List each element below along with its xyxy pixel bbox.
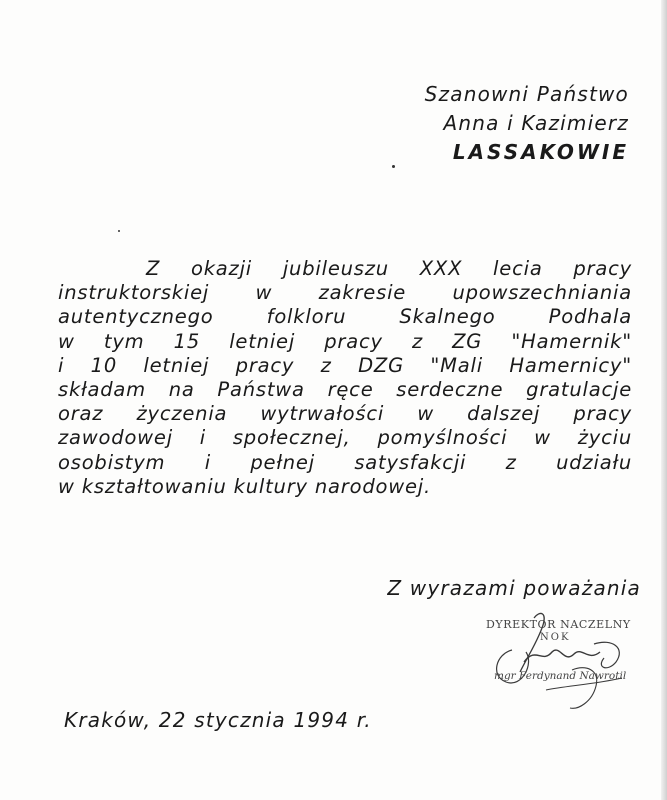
addressee-surname: LASSAKOWIE xyxy=(452,140,629,164)
addressee-block xyxy=(425,80,629,167)
body-line: w kształtowaniu kultury narodowej. xyxy=(58,474,431,498)
stamp-title: DYREKTOR NACZELNY xyxy=(486,618,631,631)
body-line: instruktorskiej w zakresie upowszechniania xyxy=(58,281,632,305)
letter-body xyxy=(58,257,632,499)
date-line: Kraków, 22 stycznia 1994 r. xyxy=(64,708,372,732)
closing-phrase: Z wyrazami poważania xyxy=(387,576,641,600)
body-line: Z okazji jubileuszu XXX lecia pracy xyxy=(146,257,632,280)
body-line: zawodowej i społecznej, pomyślności w życiu xyxy=(58,426,632,450)
addressee-names: Anna i Kazimierz xyxy=(443,111,629,135)
body-line: i 10 letniej pracy z DZG "Mali Hamernicy" xyxy=(58,353,632,377)
body-line: oraz życzenia wytrwałości w dalszej pracy xyxy=(58,402,632,426)
director-stamp xyxy=(476,606,646,716)
body-line: w tym 15 letniej pracy z ZG "Hamernik" xyxy=(58,329,632,353)
scan-speck xyxy=(118,230,120,232)
body-line: składam na Państwa ręce serdeczne gratulacje xyxy=(58,377,632,401)
addressee-greeting: Szanowni Państwo xyxy=(424,82,629,106)
body-line: osobistym i pełnej satysfakcji z udziału xyxy=(58,450,632,474)
scan-edge-shadow xyxy=(661,0,667,800)
stamp-org: NOK xyxy=(540,632,571,643)
body-line: autentycznego folkloru Skalnego Podhala xyxy=(58,305,632,329)
stamp-name: mgr Ferdynand Nawrotil xyxy=(494,670,627,682)
scan-speck xyxy=(392,165,395,168)
